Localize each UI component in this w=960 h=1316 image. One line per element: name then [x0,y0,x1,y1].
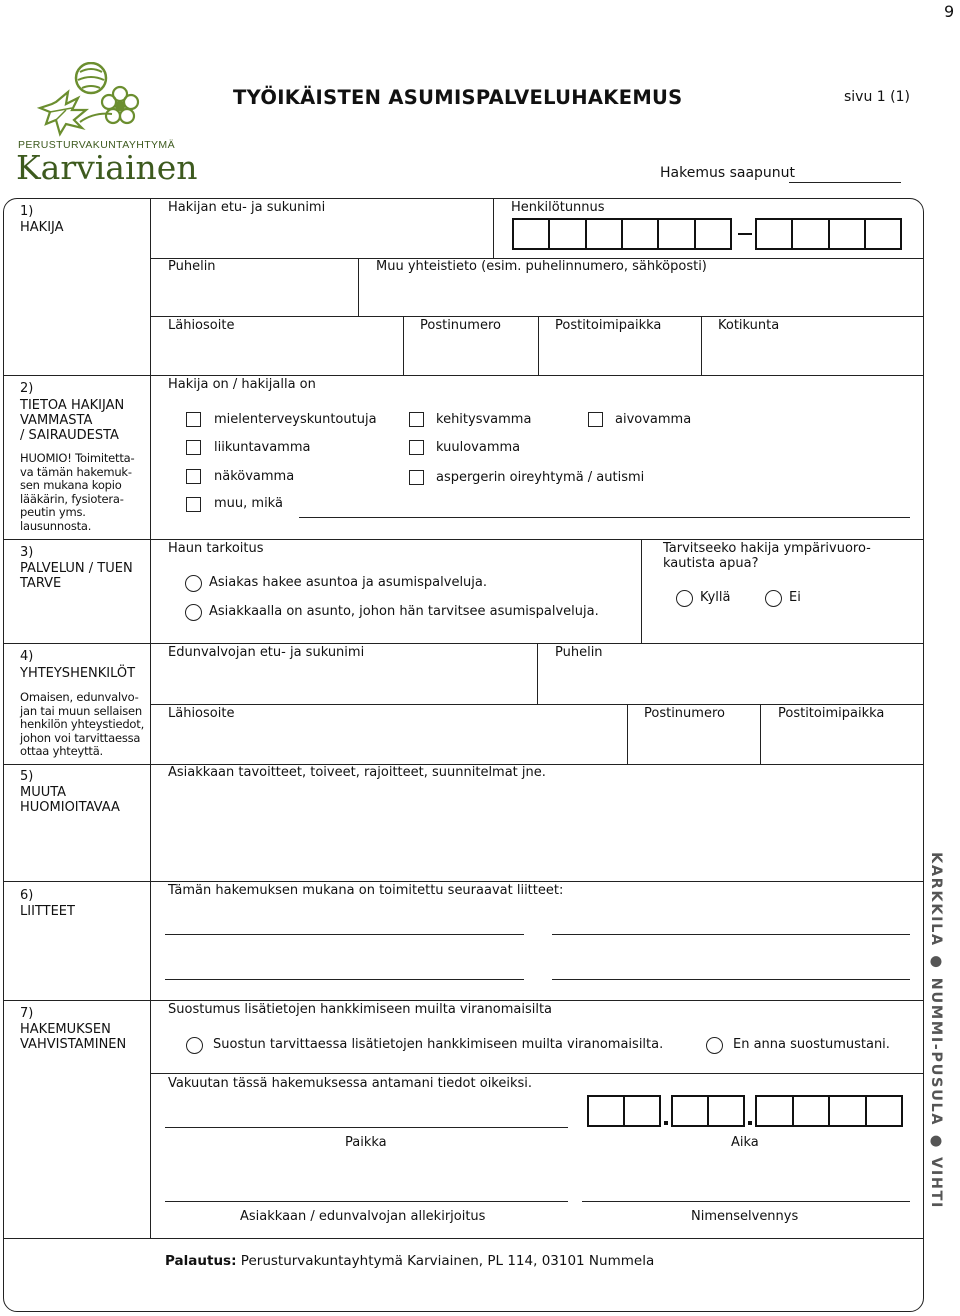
option-asperger: aspergerin oireyhtymä / autismi [436,470,645,485]
section-divider-4 [3,643,924,644]
gooseberry-leaf-icon [16,62,176,142]
ssn-suffix-boxes[interactable] [755,218,902,250]
checkbox-vision[interactable] [186,469,201,484]
checkbox-hearing[interactable] [409,440,424,455]
section-5-title: MUUTA HUOMIOITAVAA [20,785,120,815]
s3-vdiv [641,539,642,643]
checkbox-mental-health[interactable] [186,412,201,427]
guardian-phone-label: Puhelin [555,645,603,660]
section-3-title: PALVELUN / TUEN TARVE [20,561,133,591]
return-info [165,1254,654,1269]
postcode-label: Postinumero [420,318,501,333]
section-3-number: 3) [20,545,34,560]
consent-no-label: En anna suostumustani. [733,1037,890,1052]
checkbox-brain-injury[interactable] [588,412,603,427]
section-6-number: 6) [20,888,34,903]
guardian-postoffice-label: Postitoimipaikka [778,706,885,721]
care-question: Tarvitseeko hakija ympärivuoro- kautista apua? [663,541,871,571]
s1-vdiv-postoffice [538,316,539,375]
radio-has-housing[interactable] [185,604,202,621]
name-clarification-line[interactable] [582,1201,910,1202]
checkbox-other[interactable] [186,497,201,512]
section-5-number: 5) [20,769,34,784]
name-clarification-label: Nimenselvennys [691,1209,799,1224]
section-2-title: TIETOA HAKIJAN VAMMASTA / SAIRAUDESTA [20,398,125,443]
place-label: Paikka [345,1135,387,1150]
page-info: sivu 1 (1) [844,89,910,105]
s1-vdiv-phone [358,258,359,316]
signature-line[interactable] [165,1201,568,1202]
guardian-postcode-label: Postinumero [644,706,725,721]
date-month-boxes[interactable] [671,1095,745,1127]
radio-care-yes[interactable] [676,590,693,607]
checkbox-mobility[interactable] [186,440,201,455]
signature-label: Asiakkaan / edunvalvojan allekirjoitus [240,1209,486,1224]
section-4-note: Omaisen, edunvalvo- jan tai muun sellaisen henkilön yhteystiedot, johon voi tarvittaessa ottaa yhteyttä. [20,690,145,758]
page-number: 9 [944,2,955,21]
logo [16,62,198,190]
option-mental-health: mielenterveyskuntoutuja [214,412,377,427]
date-dot-2 [748,1121,752,1125]
section-1-title: HAKIJA [20,220,64,235]
attachments-label: Tämän hakemuksen mukana on toimitettu seuraavat liitteet: [168,883,564,898]
other-contact-label: Muu yhteistieto (esim. puhelinnumero, sähköposti) [376,259,707,274]
return-address: Perusturvakuntayhtymä Karviainen, PL 114, 03101 Nummela [240,1253,655,1269]
checkbox-asperger[interactable] [409,470,424,485]
attachment-line-1[interactable] [165,934,524,935]
section-7-title: HAKEMUKSEN VAHVISTAMINEN [20,1022,127,1052]
section-4-title: YHTEYSHENKILÖT [20,666,136,681]
radio-care-no[interactable] [765,590,782,607]
option-hearing: kuulovamma [436,440,521,455]
municipality-label: Kotikunta [718,318,780,333]
section-6-title: LIITTEET [20,904,75,919]
date-dot-1 [664,1121,668,1125]
received-label: Hakemus saapunut [660,165,796,181]
other-specify-line[interactable] [299,517,910,518]
phone-label: Puhelin [168,259,216,274]
s1-row-divider-2 [150,316,924,317]
radio-consent-yes[interactable] [186,1037,203,1054]
care-no-label: Ei [789,590,801,605]
section-divider-2 [3,375,924,376]
section-1-number: 1) [20,204,34,219]
date-day-boxes[interactable] [587,1095,661,1127]
applicant-name-label: Hakijan etu- ja sukunimi [168,200,326,215]
radio-seeks-housing[interactable] [185,575,202,592]
time-label: Aika [731,1135,759,1150]
attachment-line-4[interactable] [552,979,910,980]
option-brain-injury: aivovamma [615,412,692,427]
section-2-note: HUOMIO! Toimitetta- va tämän hakemuk- sen mukana kopio lääkärin, fysiotera- peutin yms. lausunnosta. [20,451,135,533]
date-year-boxes[interactable] [755,1095,903,1127]
consent-label: Suostumus lisätietojen hankkimiseen muilta viranomaisilta [168,1002,553,1017]
s4-vdiv-postoffice [760,704,761,764]
care-yes-label: Kyllä [700,590,731,605]
purpose-option-has-housing: Asiakkaalla on asunto, johon hän tarvitsee asumispalveluja. [209,604,599,619]
goals-label: Asiakkaan tavoitteet, toiveet, rajoitteet, suunnitelmat jne. [168,765,546,780]
purpose-label: Haun tarkoitus [168,541,264,556]
section-2-number: 2) [20,381,34,396]
guardian-address-label: Lähiosoite [168,706,235,721]
section-7-number: 7) [20,1006,34,1021]
consent-yes-label: Suostun tarvittaessa lisätietojen hankkimiseen muilta viranomaisilta. [213,1037,664,1052]
purpose-option-seeks-housing: Asiakas hakee asuntoa ja asumispalveluja. [209,575,488,590]
attachment-line-3[interactable] [165,979,524,980]
guardian-name-label: Edunvalvojan etu- ja sukunimi [168,645,365,660]
assurance-label: Vakuutan tässä hakemuksessa antamani tiedot oikeiksi. [168,1076,533,1091]
checkbox-developmental[interactable] [409,412,424,427]
attachment-line-2[interactable] [552,934,910,935]
logo-org-line: PERUSTURVAKUNTAYHTYMÄ [18,139,175,151]
return-label: Palautus: [165,1253,237,1269]
s1-vdiv-ssn [493,198,494,258]
option-other: muu, mikä [214,496,283,511]
address-label: Lähiosoite [168,318,235,333]
logo-name: Karviainen [16,148,198,187]
s1-vdiv-postcode [403,316,404,375]
form-title: TYÖIKÄISTEN ASUMISPALVELUHAKEMUS [233,86,683,109]
option-mobility: liikuntavamma [214,440,311,455]
section-4-number: 4) [20,649,34,664]
option-vision: näkövamma [214,469,295,484]
received-line[interactable] [789,182,901,183]
option-developmental: kehitysvamma [436,412,532,427]
ssn-date-boxes[interactable] [512,218,732,250]
disability-question: Hakija on / hakijalla on [168,377,316,392]
ssn-dash [738,233,752,235]
radio-consent-no[interactable] [706,1037,723,1054]
ssn-label: Henkilötunnus [511,200,605,215]
s7-row-divider [150,1073,924,1074]
postoffice-label: Postitoimipaikka [555,318,662,333]
s4-vdiv-phone [537,643,538,704]
place-line[interactable] [165,1127,568,1128]
s1-vdiv-municipality [701,316,702,375]
s4-vdiv-postcode [627,704,628,764]
side-municipalities: KARKKILA ● NUMMI-PUSULA ● VIHTI [928,852,944,1210]
footer-divider [3,1238,924,1239]
